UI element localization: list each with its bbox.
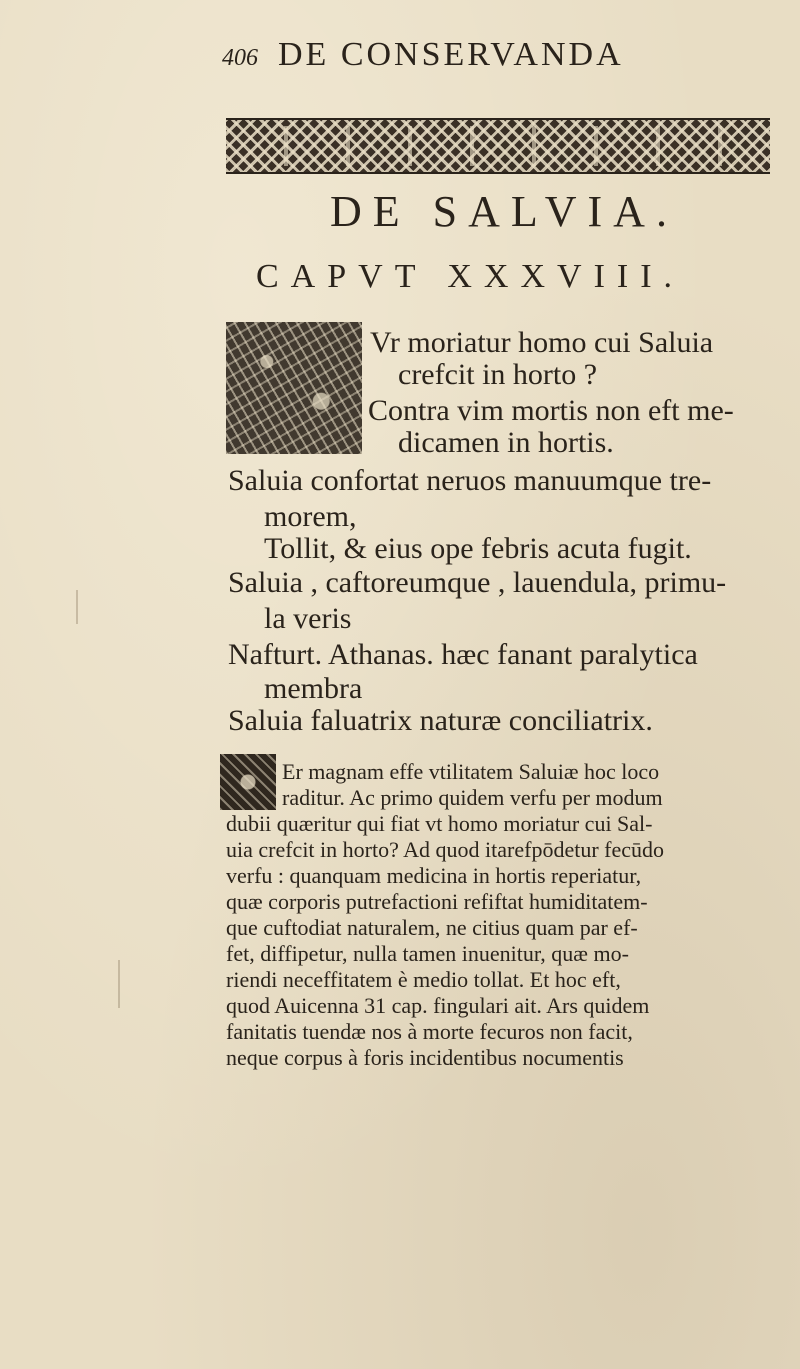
verse-line: Tollit, & eius ope febris acuta fugit. bbox=[264, 532, 692, 565]
verse-line: Saluia , caftoreumque , lauendula, primu- bbox=[228, 566, 727, 599]
headpiece-ornament bbox=[226, 118, 770, 174]
paper-mark bbox=[76, 590, 78, 624]
commentary-line: quod Auicenna 31 cap. fingulari ait. Ars quidem bbox=[226, 993, 650, 1018]
decorated-initial-small bbox=[220, 754, 276, 810]
verse-line: membra bbox=[264, 672, 363, 705]
commentary-line: verfu : quanquam medicina in hortis reperiatur, bbox=[226, 863, 642, 888]
commentary-line: que cuftodiat naturalem, ne citius quam par ef- bbox=[226, 915, 638, 940]
verse-line: dicamen in hortis. bbox=[398, 426, 614, 459]
page-number: 406 bbox=[222, 45, 258, 71]
verse-line: Vr moriatur homo cui Saluia bbox=[370, 326, 714, 359]
commentary-line: quæ corporis putrefactioni refiftat humiditatem- bbox=[226, 889, 648, 914]
verse-line: morem, bbox=[264, 500, 357, 533]
running-head-title: DE CONSERVANDA bbox=[278, 36, 624, 73]
verse-line: Contra vim mortis non eft me- bbox=[368, 394, 734, 427]
running-head bbox=[222, 36, 742, 76]
verse-line: crefcit in horto ? bbox=[398, 358, 598, 391]
verse-line: la veris bbox=[264, 602, 352, 635]
paper-mark bbox=[118, 960, 120, 1008]
section-title: DE SALVIA. bbox=[330, 187, 678, 236]
commentary-line: fet, diffipetur, nulla tamen inuenitur, quæ mo- bbox=[226, 941, 629, 966]
commentary-line: uia crefcit in horto? Ad quod itarefpōdetur fecūdo bbox=[226, 837, 665, 862]
commentary-line: neque corpus à foris incidentibus nocumentis bbox=[226, 1045, 624, 1070]
verse-line: Saluia confortat neruos manuumque tre- bbox=[228, 464, 712, 497]
commentary-line: fanitatis tuendæ nos à morte fecuros non facit, bbox=[226, 1019, 633, 1044]
commentary-line: dubii quæritur qui fiat vt homo moriatur cui Sal- bbox=[226, 811, 653, 836]
verse-line: Nafturt. Athanas. hæc fanant paralytica bbox=[228, 638, 698, 671]
commentary-line: riendi neceffitatem è medio tollat. Et hoc eft, bbox=[226, 967, 621, 992]
chapter-heading: CAPVT XXXVIII. bbox=[256, 258, 685, 295]
verse-line: Saluia faluatrix naturæ conciliatrix. bbox=[228, 704, 653, 737]
commentary-line: raditur. Ac primo quidem verfu per modum bbox=[282, 785, 663, 810]
decorated-initial bbox=[226, 322, 362, 454]
commentary-line: Er magnam effe vtilitatem Saluiæ hoc loco bbox=[282, 759, 660, 784]
